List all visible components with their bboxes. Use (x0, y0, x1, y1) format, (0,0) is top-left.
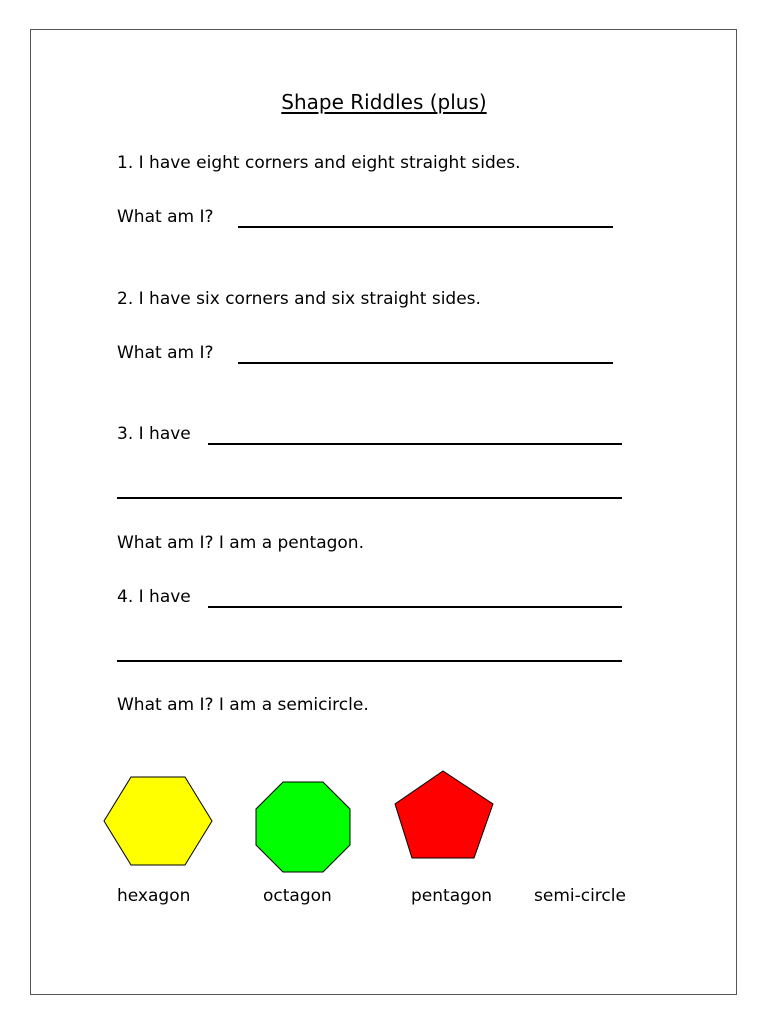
hexagon-label: hexagon (117, 886, 191, 906)
riddle-4-prompt: 4. I have (117, 587, 191, 607)
riddle-2-clue: 2. I have six corners and six straight sides. (117, 289, 481, 309)
octagon-shape (255, 781, 351, 873)
semi-circle-label: semi-circle (534, 886, 626, 906)
riddle-3-clue-line-1[interactable] (208, 443, 622, 445)
riddle-3-prompt: 3. I have (117, 424, 191, 444)
riddle-1-clue: 1. I have eight corners and eight straight sides. (117, 153, 521, 173)
riddle-1-answer-line[interactable] (238, 226, 613, 228)
riddle-4-clue-line-1[interactable] (208, 606, 622, 608)
riddle-4-clue-line-2[interactable] (117, 660, 622, 662)
riddle-4-answer: What am I? I am a semicircle. (117, 695, 369, 715)
riddle-2-question: What am I? (117, 343, 214, 363)
riddle-3-answer: What am I? I am a pentagon. (117, 533, 364, 553)
riddle-1-question: What am I? (117, 207, 214, 227)
pentagon-shape (394, 770, 494, 860)
page-title: Shape Riddles (plus) (281, 90, 487, 114)
pentagon-label: pentagon (411, 886, 493, 906)
octagon-label: octagon (263, 886, 332, 906)
riddle-3-clue-line-2[interactable] (117, 497, 622, 499)
riddle-2-answer-line[interactable] (238, 362, 613, 364)
hexagon-shape (103, 776, 213, 866)
